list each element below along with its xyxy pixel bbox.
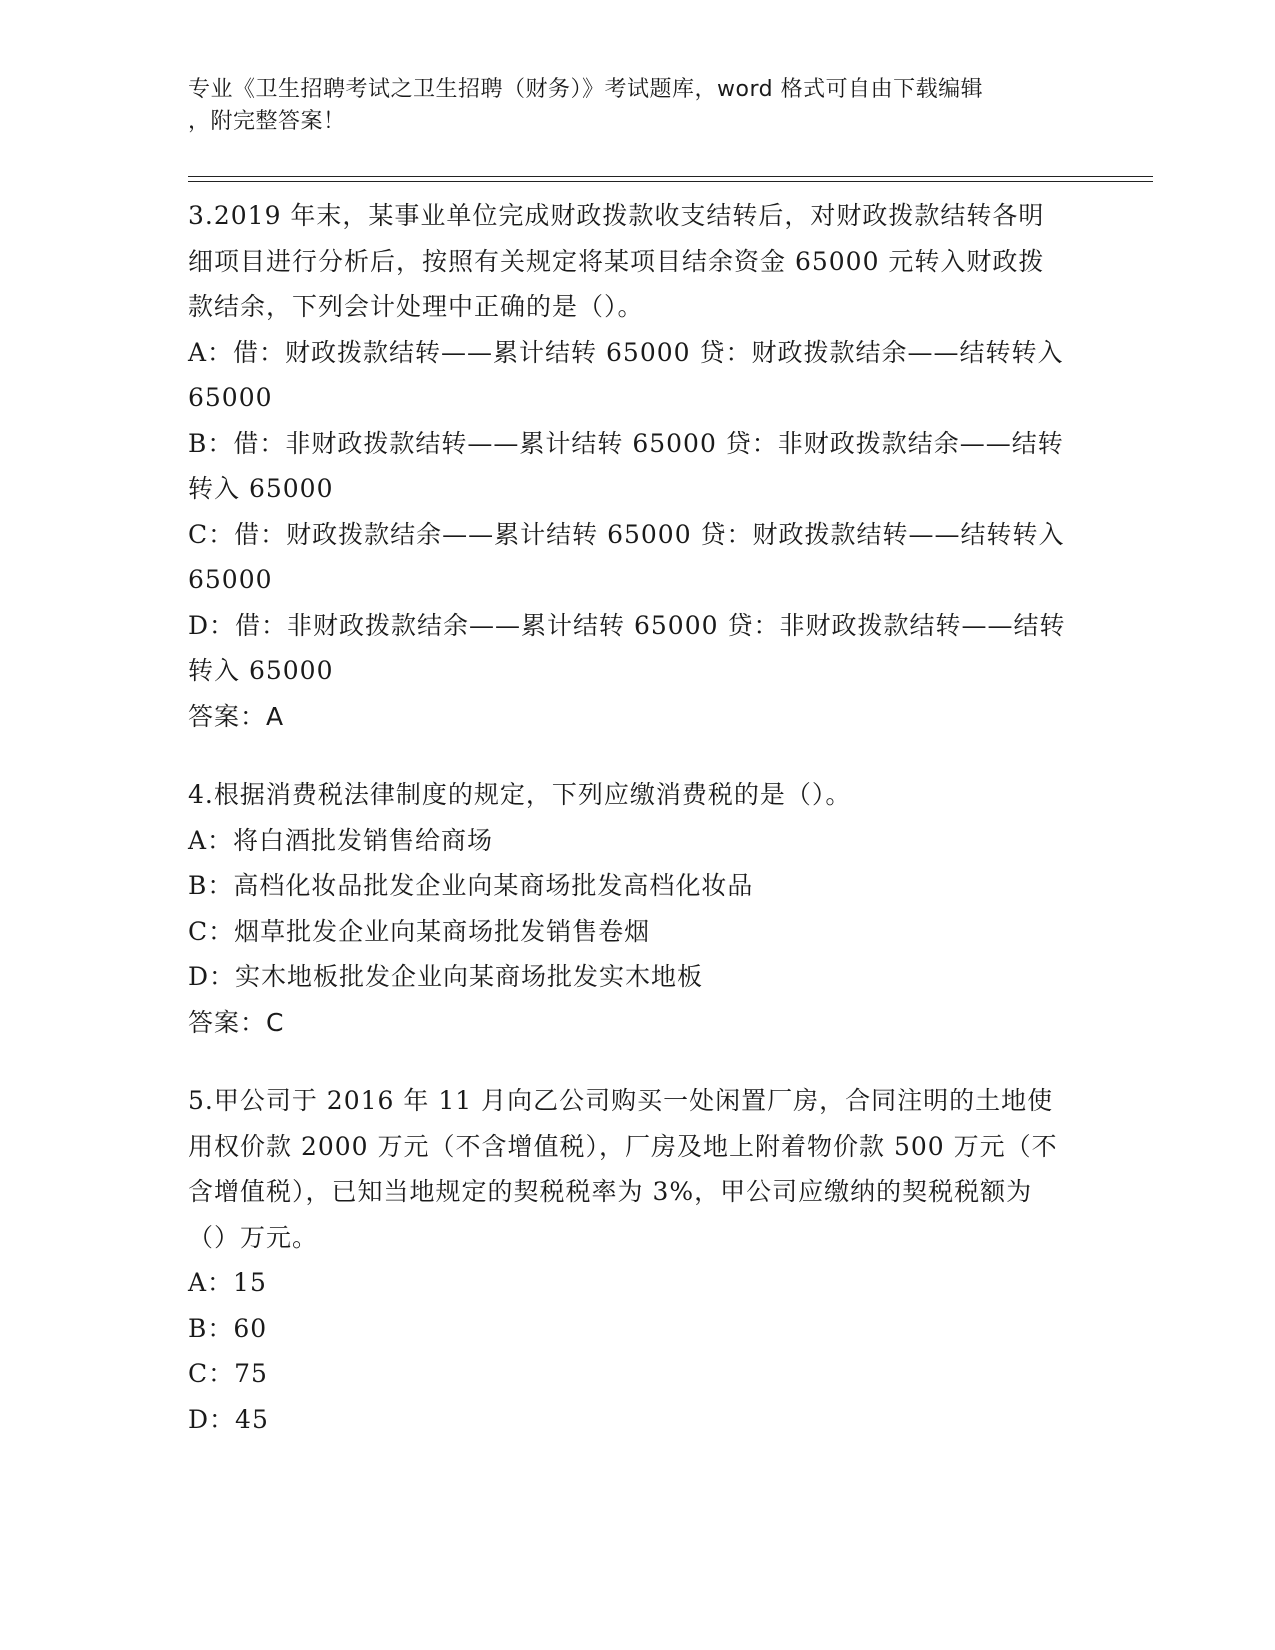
- question-stem: 5.甲公司于 2016 年 11 月向乙公司购买一处闲置厂房，合同注明的土地使用权价款 2000 万元（不含增值税），厂房及地上附着物价款 500 万元（不含增值税），已知当地规定的契税税率为 3%，甲公司应缴纳的契税税额为（）万元。: [188, 1086, 1058, 1252]
- answer-label: 答案：C: [188, 1007, 285, 1037]
- question-list: [188, 193, 1068, 1475]
- option-c: C：借：财政拨款结余——累计结转 65000 贷：财政拨款结转——结转转入 65000: [188, 519, 1065, 594]
- option-b: B：借：非财政拨款结转——累计结转 65000 贷：非财政拨款结余——结转转入 65000: [188, 428, 1064, 503]
- question-4: [188, 772, 1068, 1045]
- option-d: D：借：非财政拨款结余——累计结转 65000 贷：非财政拨款结转——结转转入 65000: [188, 610, 1066, 685]
- header-divider-top: [188, 176, 1153, 177]
- option-a: A：借：财政拨款结转——累计结转 65000 贷：财政拨款结余——结转转入 65000: [188, 337, 1064, 412]
- document-header: [188, 74, 1068, 138]
- question-3: [188, 193, 1068, 739]
- option-d: D：45: [188, 1404, 269, 1434]
- question-stem: 3.2019 年末，某事业单位完成财政拨款收支结转后，对财政拨款结转各明细项目进行分析后，按照有关规定将某项目结余资金 65000 元转入财政拨款结余，下列会计处理中正确的是（）。: [188, 201, 1045, 321]
- header-line-1: 专业《卫生招聘考试之卫生招聘（财务）》考试题库，word 格式可自由下载编辑: [188, 77, 984, 102]
- question-stem: 4.根据消费税法律制度的规定，下列应缴消费税的是（）。: [188, 780, 852, 809]
- option-b: B：60: [188, 1313, 268, 1343]
- option-b: B：高档化妆品批发企业向某商场批发高档化妆品: [188, 871, 754, 900]
- header-line-2: ，附完整答案！: [188, 109, 346, 134]
- question-5: [188, 1078, 1068, 1442]
- option-a: A：将白酒批发销售给商场: [188, 825, 494, 855]
- option-c: C：75: [188, 1359, 268, 1388]
- answer-label: 答案：A: [188, 701, 285, 731]
- option-a: A：15: [188, 1268, 267, 1297]
- header-divider-bottom: [188, 181, 1153, 182]
- option-c: C：烟草批发企业向某商场批发销售卷烟: [188, 916, 651, 946]
- option-d: D：实木地板批发企业向某商场批发实木地板: [188, 962, 704, 991]
